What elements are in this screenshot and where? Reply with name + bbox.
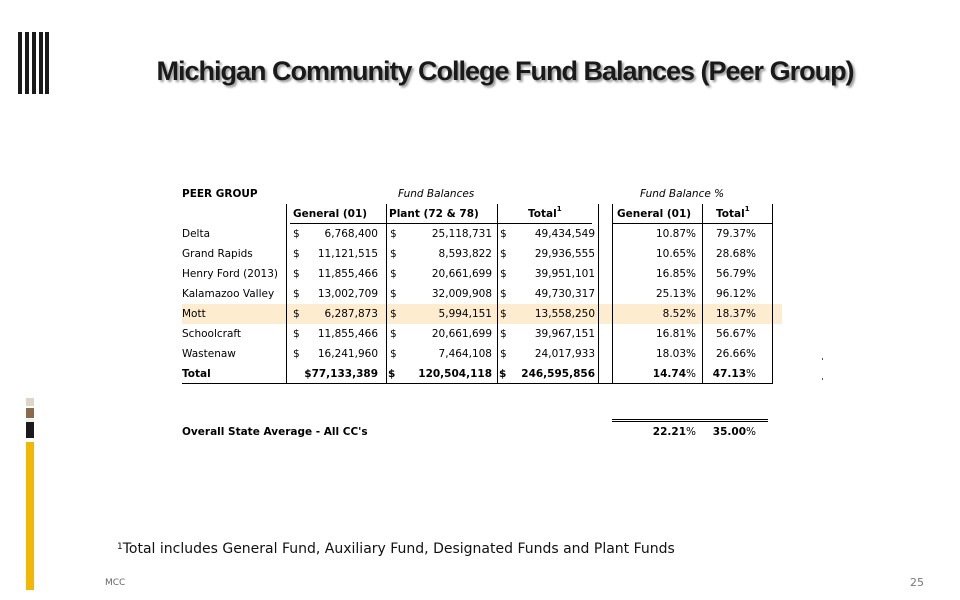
plant-currency: $ [390,308,397,320]
state-average-total-pct [702,422,756,442]
total-currency: $ [500,248,507,260]
general-pct-value: 8.52% [662,308,696,320]
general-value: 11,121,515 [317,248,378,260]
plant-value: 25,118,731 [431,228,492,240]
col-divider-3 [497,204,498,384]
state-average-general-pct-sign: % [686,426,696,438]
total-total-pct-sign: % [746,368,756,380]
col-total-superscript: 1 [556,205,562,213]
total-plant: 120,504,118 [418,368,492,380]
general-currency: $ [293,288,300,300]
total-general-pct-sign: % [686,368,696,380]
plant-value: 20,661,699 [431,328,492,340]
general-currency: $ [293,328,300,340]
total-currency: $ [500,288,507,300]
total-value: 29,936,555 [534,248,595,260]
col-divider-2 [386,204,387,384]
state-average-general-pct-value: 22.21 [652,426,687,438]
table-row [182,284,782,304]
plant-value: 20,661,699 [431,268,492,280]
row-name: Delta [182,228,211,240]
strip-brown [26,408,34,418]
general-pct-value: 10.65% [655,248,696,260]
total-pct-value: 18.37% [715,308,756,320]
col-divider-6 [702,204,703,384]
total-currency: $ [500,228,507,240]
table-row [182,244,782,264]
strip-gold [26,442,34,590]
col-total-pct-superscript: 1 [744,205,750,213]
table-header-row-1 [182,184,782,204]
state-average-total-pct-value: 35.00 [712,426,747,438]
general-value: 11,855,466 [317,268,378,280]
group-label: PEER GROUP [182,188,258,200]
row-name: Kalamazoo Valley [182,288,275,300]
total-general: $77,133,389 [304,368,378,380]
col-general-header: General (01) [293,208,368,220]
total-row [182,364,782,384]
header-underline-pct [612,223,772,224]
col-divider-4 [598,204,599,384]
general-pct-value: 10.87% [655,228,696,240]
table-row [182,324,782,344]
plant-currency: $ [390,288,397,300]
total-total: 246,595,856 [521,368,595,380]
footnote [117,541,675,557]
fund-balance-pct-header: Fund Balance % [640,188,725,200]
total-pct-value: 96.12% [715,288,756,300]
stray-mark [822,358,823,360]
general-currency: $ [293,228,300,240]
total-value: 49,730,317 [534,288,595,300]
total-label: Total [182,368,211,380]
row-name: Wastenaw [182,348,236,360]
state-average-double-rule-1 [612,419,768,420]
general-value: 13,002,709 [317,288,378,300]
col-total-pct-label: Total [716,208,745,220]
general-pct-value: 18.03% [655,348,696,360]
total-pct-value: 26.66% [715,348,756,360]
row-name: Grand Rapids [182,248,253,260]
col-general-pct-header: General (01) [617,208,692,220]
total-general-pct [612,364,696,384]
state-average-general-pct [612,422,696,442]
general-value: 11,855,466 [317,328,378,340]
general-currency: $ [293,268,300,280]
table-row [182,344,782,364]
general-value: 16,241,960 [317,348,378,360]
table-row [182,224,782,244]
row-name: Schoolcraft [182,328,242,340]
plant-currency: $ [390,268,397,280]
footnote-marker: 1 [117,542,123,552]
plant-value: 8,593,822 [438,248,492,260]
strip-cream [26,398,34,406]
total-currency: $ [500,308,507,320]
total-general-pct-value: 14.74 [652,368,687,380]
general-value: 6,768,400 [324,228,378,240]
col-divider-5 [612,204,613,384]
plant-value: 7,464,108 [438,348,492,360]
total-pct-value: 56.67% [715,328,756,340]
table-header-row-2 [182,204,782,224]
plant-currency: $ [390,348,397,360]
general-currency: $ [293,348,300,360]
general-pct-value: 16.81% [655,328,696,340]
total-total-currency: $ [499,368,507,380]
page-number: 25 [910,576,924,589]
plant-value: 5,994,151 [438,308,492,320]
strip-black [26,422,34,438]
total-currency: $ [500,328,507,340]
total-value: 13,558,250 [534,308,595,320]
state-average-double-rule-2 [612,421,768,422]
row-name: Mott [182,308,206,320]
total-row-top-rule [182,383,772,384]
plant-currency: $ [390,248,397,260]
plant-currency: $ [390,328,397,340]
total-total-pct-value: 47.13 [712,368,747,380]
total-plant-currency: $ [388,368,396,380]
total-value: 39,951,101 [534,268,595,280]
state-average-label: Overall State Average - All CC's [182,426,368,438]
general-currency: $ [293,308,300,320]
general-value: 6,287,873 [324,308,378,320]
total-value: 49,434,549 [534,228,595,240]
plant-currency: $ [390,228,397,240]
footnote-text: Total includes General Fund, Auxiliary Fund, Designated Funds and Plant Funds [122,541,675,557]
slide-title: Michigan Community College Fund Balances (Peer Group) [156,56,854,86]
col-divider-7 [772,204,773,384]
stray-mark [822,378,823,380]
footer-label: MCC [105,578,126,588]
total-pct-value: 79.37% [715,228,756,240]
col-divider-1 [286,204,287,384]
plant-value: 32,009,908 [431,288,492,300]
total-pct-value: 28.68% [715,248,756,260]
general-pct-value: 25.13% [655,288,696,300]
fund-balances-header: Fund Balances [398,188,475,200]
total-total-pct [702,364,756,384]
general-currency: $ [293,248,300,260]
col-total-pct-header [716,204,750,224]
header-underline-balances [290,223,592,224]
col-total-header [528,204,562,224]
total-pct-value: 56.79% [715,268,756,280]
total-value: 39,967,151 [534,328,595,340]
general-pct-value: 16.85% [655,268,696,280]
row-name: Henry Ford (2013) [182,268,279,280]
state-average-total-pct-sign: % [746,426,756,438]
total-currency: $ [500,348,507,360]
col-plant-header: Plant (72 & 78) [389,208,479,220]
table-row [182,304,782,324]
col-total-label: Total [528,208,557,220]
state-average-row [182,422,782,442]
total-currency: $ [500,268,507,280]
total-value: 24,017,933 [534,348,595,360]
table-row [182,264,782,284]
